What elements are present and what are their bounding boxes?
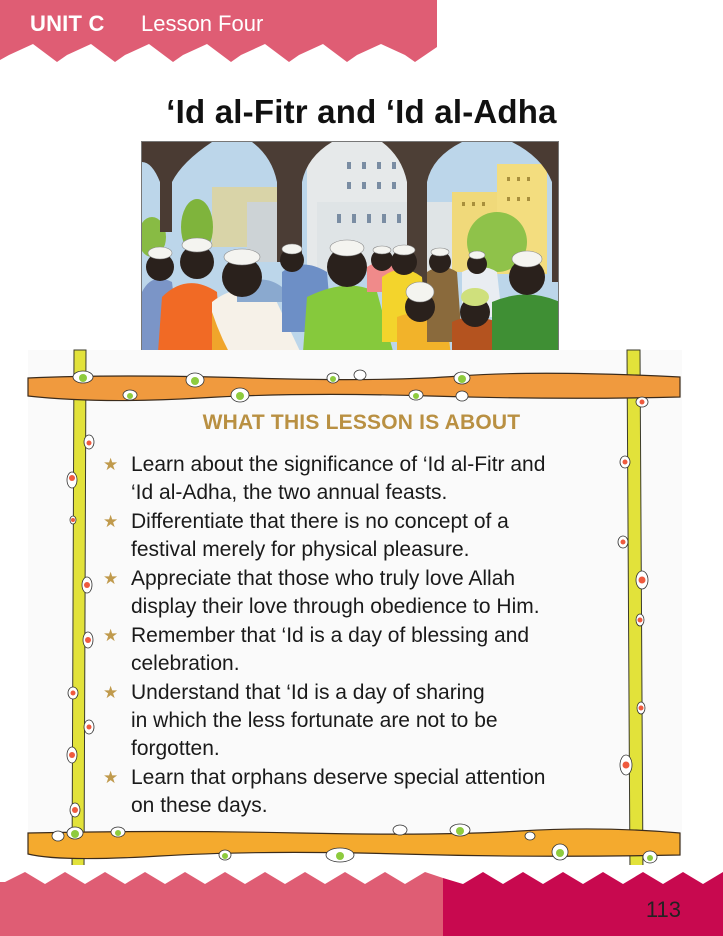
objective-item	[105, 764, 625, 820]
lesson-label: Lesson Four	[141, 11, 264, 36]
objective-item	[105, 451, 625, 507]
eid-prayer-image	[142, 142, 559, 365]
star-icon: ★	[103, 683, 119, 702]
objective-item	[105, 622, 625, 678]
objective-item	[105, 508, 625, 564]
objective-line: Learn that orphans deserve special attention	[131, 766, 546, 789]
objective-line: Learn about the significance of ‘Id al-Fitr and	[131, 453, 546, 476]
section-heading: WHAT THIS LESSON IS ABOUT	[202, 411, 521, 434]
unit-label: UNIT C	[30, 11, 105, 36]
objective-item	[105, 565, 625, 621]
objective-line: ‘Id al-Adha, the two annual feasts.	[131, 481, 448, 504]
unit-header-band	[0, 0, 440, 70]
page-footer-band	[0, 860, 723, 936]
star-icon: ★	[103, 455, 119, 474]
star-icon: ★	[103, 569, 119, 588]
objective-item	[105, 679, 625, 763]
star-icon: ★	[103, 768, 119, 787]
objective-line: Remember that ‘Id is a day of blessing and	[131, 624, 530, 647]
objective-line: Appreciate that those who truly love Allah	[131, 567, 516, 590]
eid-prayer-illustration	[141, 141, 559, 365]
objective-line: in which the less fortunate are not to be	[131, 709, 498, 732]
objective-line: forgotten.	[131, 737, 220, 760]
objective-line: celebration.	[131, 652, 240, 675]
star-icon: ★	[103, 512, 119, 531]
objective-line: Differentiate that there is no concept of a	[131, 510, 509, 533]
page-number: 113	[645, 897, 681, 922]
star-icon: ★	[103, 626, 119, 645]
objective-line: on these days.	[131, 794, 268, 817]
footer-zigzag-shape	[0, 860, 723, 936]
page-title: ‘Id al-Fitr and ‘Id al-Adha	[166, 93, 557, 130]
lesson-objectives-list	[105, 451, 625, 821]
objective-line: Understand that ‘Id is a day of sharing	[131, 681, 485, 704]
objective-line: display their love through obedience to Him.	[131, 595, 540, 618]
objective-line: festival merely for physical pleasure.	[131, 538, 470, 561]
